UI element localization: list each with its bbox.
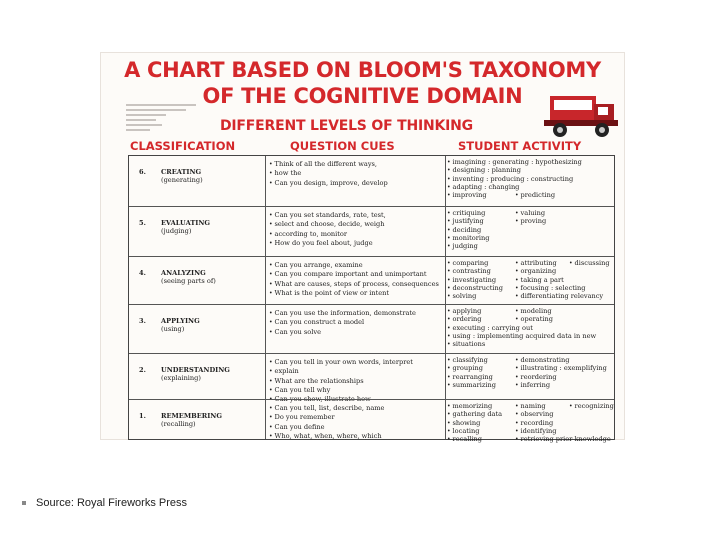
activity-line (447, 332, 613, 340)
question-cue: • Do you remember (269, 413, 445, 422)
source-text: Source: Royal Fireworks Press (36, 497, 187, 509)
student-activity-cell (447, 307, 613, 348)
question-cue: • What are the relationships (269, 377, 445, 386)
question-cue: • how the (269, 169, 445, 178)
student-activity: • contrasting (447, 267, 491, 276)
level-subtitle: (generating) (161, 176, 203, 185)
taxonomy-table (128, 155, 615, 444)
level-subtitle: (using) (161, 325, 185, 334)
student-activity: • locating (447, 427, 479, 436)
student-activity: • grouping (447, 364, 483, 373)
student-activity: • attributing (515, 259, 557, 268)
student-activity: • taking a part (515, 276, 564, 285)
activity-line (447, 373, 613, 381)
activity-line (447, 381, 613, 389)
truck-logo-icon (532, 86, 622, 144)
student-activity: • improving (447, 191, 487, 200)
column-header-classification: CLASSIFICATION (130, 139, 236, 153)
activity-line (447, 226, 613, 234)
level-number: 1. (139, 412, 146, 420)
student-activity: • executing : carrying out (447, 324, 533, 333)
activity-line (447, 191, 613, 199)
student-activity: • applying (447, 307, 481, 316)
activity-line (447, 356, 613, 364)
question-cue: • Can you define (269, 423, 445, 432)
source-caption (22, 497, 187, 509)
student-activity: • modeling (515, 307, 552, 316)
student-activity: • focusing : selecting (515, 284, 586, 293)
student-activity: • deciding (447, 226, 481, 235)
student-activity: • judging (447, 242, 478, 251)
classification-cell (161, 168, 203, 185)
level-subtitle: (recalling) (161, 420, 196, 429)
question-cues-cell (269, 211, 445, 248)
student-activity-cell (447, 209, 613, 250)
student-activity-cell (447, 158, 613, 199)
question-cue: • Can you tell in your own words, interpret (269, 358, 445, 367)
activity-line (447, 209, 613, 217)
level-subtitle: (explaining) (161, 374, 201, 383)
activity-line (447, 419, 613, 427)
student-activity: • critiquing (447, 209, 485, 218)
activity-line (447, 324, 613, 332)
student-activity: • ordering (447, 315, 482, 324)
level-number: 5. (139, 219, 146, 227)
poster-title-line2: OF THE COGNITIVE DOMAIN (202, 84, 523, 108)
student-activity: • deconstructing (447, 284, 503, 293)
student-activity: • gathering data (447, 410, 502, 419)
student-activity: • rearranging (447, 373, 493, 382)
student-activity: • organizing (515, 267, 556, 276)
question-cue: • Can you compare important and unimportant (269, 270, 445, 279)
question-cue: • Can you use the information, demonstrate (269, 309, 445, 318)
activity-line (447, 276, 613, 284)
classification-cell (161, 412, 222, 429)
student-activity: • comparing (447, 259, 488, 268)
poster-title-line1: A CHART BASED ON BLOOM'S TAXONOMY (124, 58, 601, 82)
student-activity: • retrieving prior knowledge (515, 435, 611, 444)
activity-line (447, 175, 613, 183)
question-cue: • according to, monitor (269, 230, 445, 239)
level-number: 3. (139, 317, 146, 325)
student-activity-cell (447, 259, 613, 300)
question-cue: • Think of all the different ways, (269, 160, 445, 169)
question-cue: • Can you solve (269, 328, 445, 337)
column-header-question-cues: QUESTION CUES (290, 139, 395, 153)
poster-subtitle: DIFFERENT LEVELS OF THINKING (220, 118, 473, 134)
question-cue: • Can you tell, list, describe, name (269, 404, 445, 413)
table-row (129, 206, 614, 257)
student-activity: • recalling (447, 435, 482, 444)
student-activity: • monitoring (447, 234, 489, 243)
question-cues-cell (269, 261, 445, 298)
student-activity: • designing : planning (447, 166, 521, 175)
activity-line (447, 242, 613, 250)
student-activity: • naming (515, 402, 546, 411)
student-activity-cell (447, 402, 613, 443)
activity-line (447, 340, 613, 348)
activity-line (447, 307, 613, 315)
question-cue: • Can you arrange, examine (269, 261, 445, 270)
activity-line (447, 234, 613, 242)
classification-cell (161, 366, 230, 383)
student-activity-cell (447, 356, 613, 389)
student-activity: • illustrating : exemplifying (515, 364, 607, 373)
activity-line (447, 410, 613, 418)
question-cues-cell (269, 404, 445, 441)
activity-line (447, 284, 613, 292)
student-activity: • inventing : producing : constructing (447, 175, 573, 184)
activity-line (447, 364, 613, 372)
student-activity: • summarizing (447, 381, 496, 390)
activity-line (447, 166, 613, 174)
activity-line (447, 267, 613, 275)
student-activity: • reordering (515, 373, 557, 382)
student-activity: • memorizing (447, 402, 492, 411)
student-activity: • valuing (515, 209, 545, 218)
table-row (129, 156, 614, 206)
question-cue: • Can you construct a model (269, 318, 445, 327)
question-cue: • Can you show, illustrate how (269, 395, 445, 404)
student-activity: • differentiating relevancy (515, 292, 603, 301)
question-cues-cell (269, 309, 445, 337)
student-activity: • classifying (447, 356, 488, 365)
publisher-fine-print (126, 104, 206, 134)
student-activity: • identifying (515, 427, 557, 436)
question-cues-cell (269, 358, 445, 404)
student-activity: • situations (447, 340, 485, 349)
classification-cell (161, 317, 200, 334)
activity-line (447, 315, 613, 323)
activity-line (447, 292, 613, 300)
question-cue: • What is the point of view or intent (269, 289, 445, 298)
activity-line (447, 427, 613, 435)
question-cue: • Can you design, improve, develop (269, 179, 445, 188)
level-subtitle: (seeing parts of) (161, 277, 216, 286)
student-activity: • showing (447, 419, 480, 428)
question-cue: • Can you tell why (269, 386, 445, 395)
student-activity: • adapting : changing (447, 183, 519, 192)
table-row (129, 353, 614, 404)
classification-cell (161, 219, 210, 236)
student-activity: • predicting (515, 191, 555, 200)
classification-cell (161, 269, 216, 286)
level-name: CREATING (161, 168, 202, 176)
question-cue: • Who, what, when, where, which (269, 432, 445, 441)
level-number: 2. (139, 366, 146, 374)
column-header-student-activity: STUDENT ACTIVITY (458, 139, 582, 153)
activity-line (447, 217, 613, 225)
student-activity: • discussing (569, 259, 610, 268)
activity-line (447, 402, 613, 410)
student-activity: • justifying (447, 217, 484, 226)
question-cue: • Can you set standards, rate, test, (269, 211, 445, 220)
student-activity: • investigating (447, 276, 496, 285)
bullet-icon (22, 501, 26, 505)
table-row (129, 304, 614, 354)
table-row (129, 399, 614, 444)
activity-line (447, 158, 613, 166)
student-activity: • recognizing (569, 402, 614, 411)
student-activity: • demonstrating (515, 356, 569, 365)
level-subtitle: (judging) (161, 227, 192, 236)
question-cue: • What are causes, steps of process, consequences (269, 280, 445, 289)
level-name: UNDERSTANDING (161, 366, 230, 374)
student-activity: • using : implementing acquired data in new (447, 332, 596, 341)
student-activity: • recording (515, 419, 553, 428)
student-activity: • observing (515, 410, 553, 419)
student-activity: • inferring (515, 381, 550, 390)
level-name: REMEMBERING (161, 412, 222, 420)
activity-line (447, 259, 613, 267)
table-row (129, 256, 614, 305)
question-cue: • How do you feel about, judge (269, 239, 445, 248)
student-activity: • operating (515, 315, 553, 324)
question-cue: • explain (269, 367, 445, 376)
level-number: 4. (139, 269, 146, 277)
student-activity: • proving (515, 217, 546, 226)
activity-line (447, 435, 613, 443)
poster-image (100, 52, 625, 444)
student-activity: • solving (447, 292, 476, 301)
activity-line (447, 183, 613, 191)
question-cues-cell (269, 160, 445, 188)
level-name: APPLYING (161, 317, 200, 325)
level-name: ANALYZING (161, 269, 206, 277)
student-activity: • imagining : generating : hypothesizing (447, 158, 582, 167)
level-number: 6. (139, 168, 146, 176)
question-cue: • select and choose, decide, weigh (269, 220, 445, 229)
level-name: EVALUATING (161, 219, 210, 227)
